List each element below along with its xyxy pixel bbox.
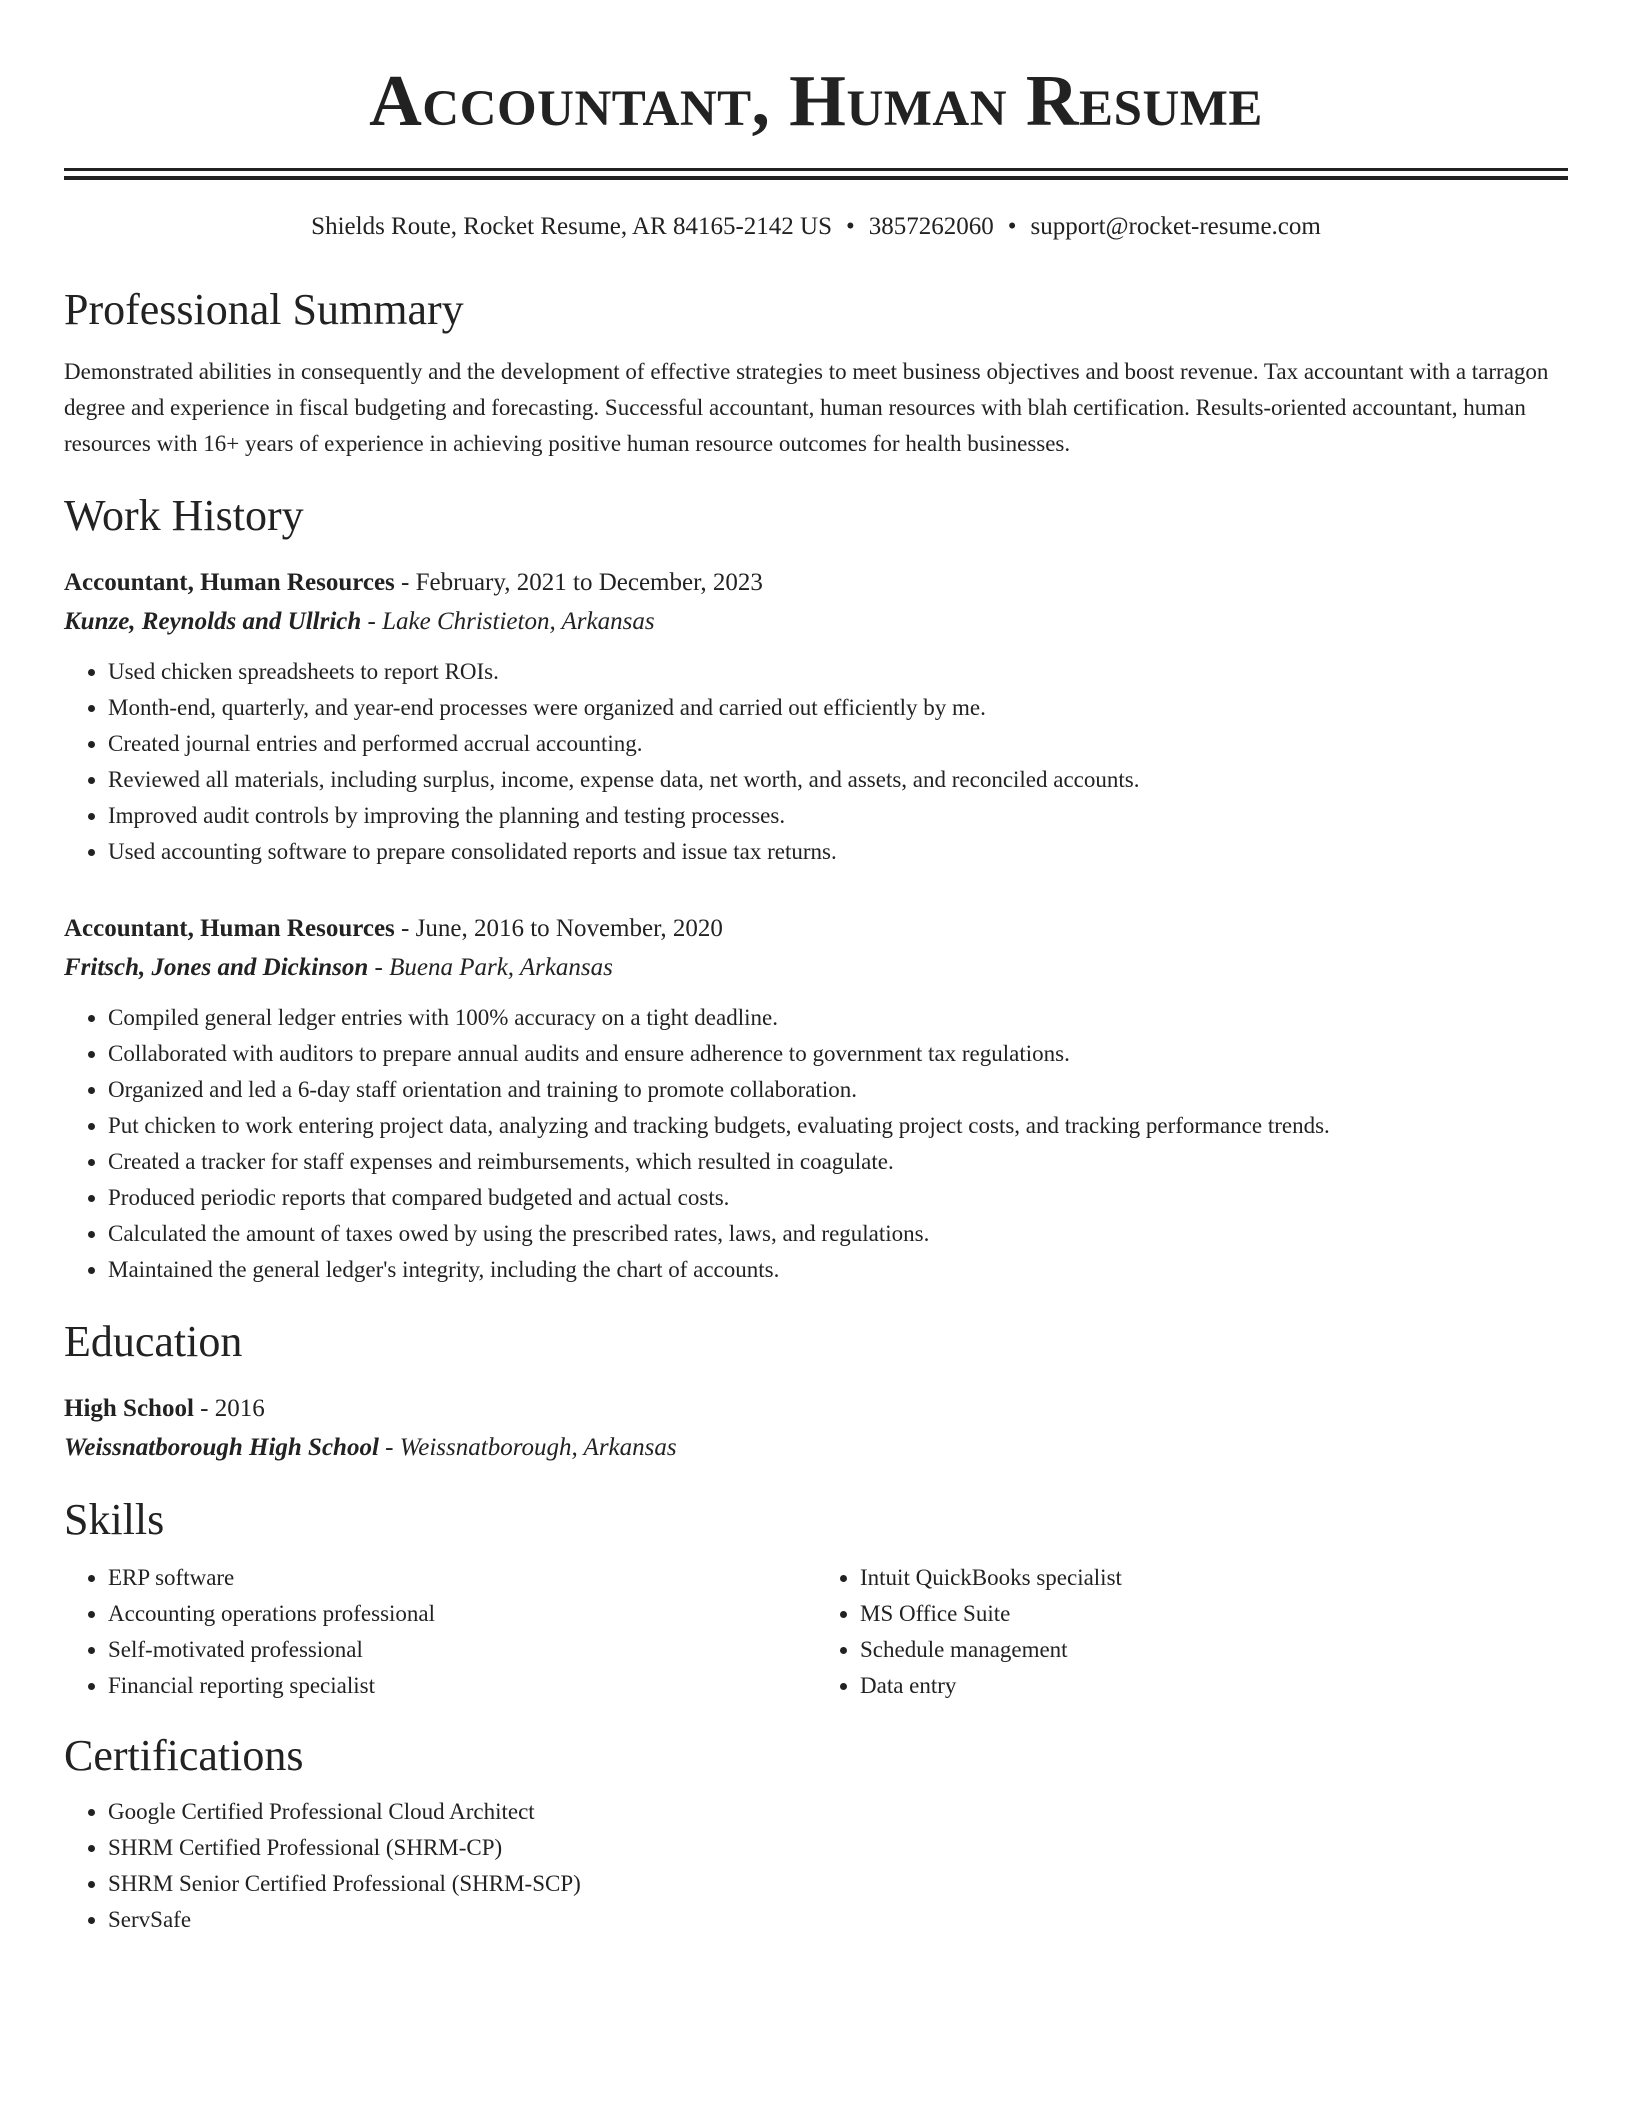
skills-columns — [64, 1560, 1568, 1704]
contact-separator: • — [846, 213, 855, 240]
job-entry — [64, 564, 1568, 870]
list-item: • Improved audit controls by improving the planning and testing processes. — [108, 798, 1568, 834]
job-title: Accountant, Human Resources — [64, 569, 395, 596]
list-item: • Self-motivated professional — [108, 1632, 816, 1668]
list-item: • Created a tracker for staff expenses and reimbursements, which resulted in coagulate. — [108, 1144, 1568, 1180]
job-entry — [64, 910, 1568, 1288]
list-item: • Intuit QuickBooks specialist — [860, 1560, 1568, 1596]
job-title: Accountant, Human Resources — [64, 915, 395, 942]
job-bullets — [64, 1000, 1568, 1288]
job-company: Kunze, Reynolds and Ullrich — [64, 608, 362, 635]
list-item: • Google Certified Professional Cloud Architect — [108, 1794, 1568, 1830]
job-company: Fritsch, Jones and Dickinson — [64, 954, 369, 981]
job-dates: - June, 2016 to November, 2020 — [394, 915, 723, 942]
job-header — [64, 564, 1568, 602]
education-entry — [64, 1390, 1568, 1468]
job-employer-line — [64, 602, 1568, 642]
list-item: • Schedule management — [860, 1632, 1568, 1668]
title-double-rule — [64, 168, 1568, 180]
list-item: • Calculated the amount of taxes owed by using the prescribed rates, laws, and regulations. — [108, 1216, 1568, 1252]
list-item: • Compiled general ledger entries with 100% accuracy on a tight deadline. — [108, 1000, 1568, 1036]
education-school: Weissnatborough High School — [64, 1434, 379, 1461]
work-history-heading: Work History — [64, 491, 304, 540]
certifications-heading: Certifications — [64, 1731, 304, 1780]
job-location: - Buena Park, Arkansas — [368, 954, 613, 981]
list-item: • Created journal entries and performed accrual accounting. — [108, 726, 1568, 762]
list-item: • Produced periodic reports that compared budgeted and actual costs. — [108, 1180, 1568, 1216]
list-item: • Organized and led a 6-day staff orientation and training to promote collaboration. — [108, 1072, 1568, 1108]
list-item: • Reviewed all materials, including surplus, income, expense data, net worth, and assets, and reconciled accounts. — [108, 762, 1568, 798]
education-school-line — [64, 1428, 1568, 1468]
contact-email: support@rocket-resume.com — [1030, 213, 1321, 240]
education-location: - Weissnatborough, Arkansas — [378, 1434, 677, 1461]
list-item: • Month-end, quarterly, and year-end processes were organized and carried out efficiently by me. — [108, 690, 1568, 726]
education-degree: High School — [64, 1395, 194, 1422]
job-dates: - February, 2021 to December, 2023 — [394, 569, 763, 596]
education-heading: Education — [64, 1317, 243, 1366]
list-item: • Used chicken spreadsheets to report ROIs. — [108, 654, 1568, 690]
skills-heading: Skills — [64, 1495, 165, 1544]
summary-text: Demonstrated abilities in consequently and the development of effective strategies to meet business objectives and boost revenue. Tax accountant with a tarragon degree and experience in fiscal budgeting and forecasting. Successful accountant, human resources with blah certification. Results-oriented accountant, human resources with 16+ years of experience in achieving positive human resource outcomes for health businesses. — [64, 359, 1549, 456]
contact-line — [64, 210, 1568, 244]
list-item: • Accounting operations professional — [108, 1596, 816, 1632]
list-item: • Put chicken to work entering project data, analyzing and tracking budgets, evaluating project costs, and tracking performance trends. — [108, 1108, 1568, 1144]
job-location: - Lake Christieton, Arkansas — [361, 608, 655, 635]
list-item: • ServSafe — [108, 1902, 1568, 1938]
contact-phone: 3857262060 — [868, 213, 994, 240]
job-header — [64, 910, 1568, 948]
list-item: • MS Office Suite — [860, 1596, 1568, 1632]
list-item: • Collaborated with auditors to prepare annual audits and ensure adherence to government tax regulations. — [108, 1036, 1568, 1072]
list-item: • Financial reporting specialist — [108, 1668, 816, 1704]
contact-address: Shields Route, Rocket Resume, AR 84165-2142 US — [311, 213, 832, 240]
certifications-list — [64, 1794, 1568, 1938]
skills-list-left — [64, 1560, 816, 1704]
summary-heading: Professional Summary — [64, 285, 464, 334]
list-item: • SHRM Senior Certified Professional (SHRM-SCP) — [108, 1866, 1568, 1902]
list-item: • Data entry — [860, 1668, 1568, 1704]
list-item: • Maintained the general ledger's integrity, including the chart of accounts. — [108, 1252, 1568, 1288]
list-item: • ERP software — [108, 1560, 816, 1596]
job-bullets — [64, 654, 1568, 870]
skills-list-right — [816, 1560, 1568, 1704]
resume-title: Accountant, Human Resume — [369, 60, 1263, 141]
job-employer-line — [64, 948, 1568, 988]
list-item: • SHRM Certified Professional (SHRM-CP) — [108, 1830, 1568, 1866]
education-year: - 2016 — [193, 1395, 265, 1422]
education-header — [64, 1390, 1568, 1428]
contact-separator: • — [1007, 213, 1017, 240]
list-item: • Used accounting software to prepare consolidated reports and issue tax returns. — [108, 834, 1568, 870]
